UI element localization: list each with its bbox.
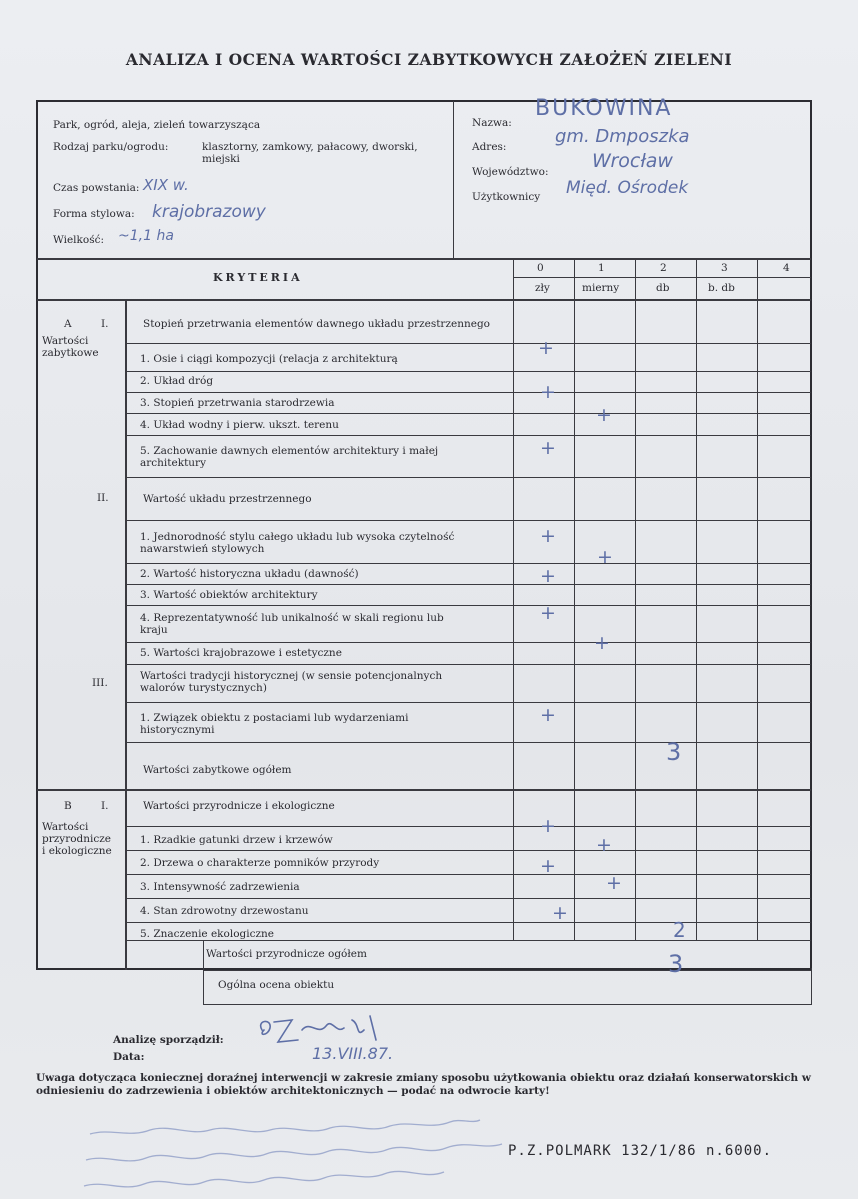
overall-label: Ogólna ocena obiektu bbox=[218, 979, 335, 991]
header-divider bbox=[453, 101, 454, 259]
row-rule bbox=[126, 742, 811, 743]
section-b-numeral-1: I. bbox=[101, 800, 109, 812]
signature-image bbox=[252, 1010, 392, 1048]
score-col-3-left bbox=[696, 259, 697, 940]
name-value: BUKOWINA bbox=[535, 96, 673, 121]
score-header-mid-rule bbox=[513, 277, 811, 278]
score-mark: + bbox=[606, 872, 622, 894]
group-b1-heading: Wartości przyrodnicze i ekologiczne bbox=[143, 800, 335, 812]
users-value: Międ. Ośrodek bbox=[566, 178, 689, 198]
item-a3-1: 1. Związek obiektu z postaciami lub wydarzeniami historycznymi bbox=[140, 712, 409, 736]
row-rule bbox=[126, 922, 811, 923]
item-a2-1: 1. Jednorodność stylu całego układu lub wysoka czytelność nawarstwień stylowych bbox=[140, 531, 455, 555]
row-rule bbox=[126, 940, 811, 941]
score-mark: + bbox=[540, 437, 556, 459]
row-rule bbox=[126, 343, 811, 344]
criteria-heading: KRYTERIA bbox=[213, 271, 303, 284]
row-rule bbox=[126, 413, 811, 414]
score-mark: + bbox=[540, 704, 556, 726]
score-col-0-left bbox=[513, 259, 514, 940]
size-value: ~1,1 ha bbox=[118, 228, 174, 244]
score-0-num: 0 bbox=[537, 262, 544, 274]
date-value: 13.VIII.87. bbox=[312, 1044, 394, 1063]
kind-label: Rodzaj parku/ogrodu: bbox=[53, 141, 169, 153]
criteria-bottom-rule bbox=[37, 299, 811, 301]
item-b1-2: 2. Drzewa o charakterze pomników przyrody bbox=[140, 857, 380, 869]
score-col-4-left bbox=[757, 259, 758, 940]
section-a-numeral-2: II. bbox=[97, 492, 109, 504]
group-a3-heading: Wartości tradycji historycznej (w sensie potencjonalnych walorów turystycznych) bbox=[140, 670, 443, 694]
total-b-label: Wartości przyrodnicze ogółem bbox=[206, 948, 367, 960]
score-mark: + bbox=[540, 565, 556, 587]
period-value: XIX w. bbox=[143, 176, 189, 194]
style-label: Forma stylowa: bbox=[53, 208, 135, 220]
section-a-numeral-3: III. bbox=[92, 677, 108, 689]
section-column-rule bbox=[125, 300, 127, 970]
item-a1-1: 1. Osie i ciągi kompozycji (relacja z architekturą bbox=[140, 353, 398, 365]
address-value: gm. Dmposzka bbox=[555, 126, 690, 147]
row-rule bbox=[126, 392, 811, 393]
score-3-num: 3 bbox=[721, 262, 728, 274]
item-b1-1: 1. Rzadkie gatunki drzew i krzewów bbox=[140, 834, 333, 846]
section-b-top-rule bbox=[37, 789, 811, 791]
score-mark: + bbox=[538, 337, 554, 359]
item-a1-5: 5. Zachowanie dawnych elementów architektury i małej architektury bbox=[140, 445, 439, 469]
voivodeship-label: Województwo: bbox=[472, 166, 549, 178]
item-b1-3: 3. Intensywność zadrzewienia bbox=[140, 881, 300, 893]
handwritten-remarks-image bbox=[80, 1110, 510, 1199]
score-2-num: 2 bbox=[660, 262, 667, 274]
voivodeship-value: Wrocław bbox=[592, 150, 673, 172]
overall-value: 3 bbox=[668, 950, 684, 978]
footer-note: Uwaga dotycząca koniecznej doraźnej interwencji w zakresie zmiany sposobu użytkowania obiektu oraz działań konserwatorskich w odniesieniu do zadrzewienia i obiektów architektonicznych — podać na odwrocie karty! bbox=[36, 1072, 811, 1097]
period-label: Czas powstania: bbox=[53, 182, 140, 194]
form-title: ANALIZA I OCENA WARTOŚCI ZABYTKOWYCH ZAŁOŻEŃ ZIELENI bbox=[125, 50, 733, 69]
score-mark: + bbox=[552, 902, 568, 924]
score-col-2-left bbox=[635, 259, 636, 940]
overall-right-rule bbox=[811, 968, 812, 1005]
score-mark: + bbox=[597, 546, 613, 568]
score-0-word: zły bbox=[535, 282, 550, 294]
total-a-value: 3 bbox=[666, 738, 682, 766]
item-a2-3: 3. Wartość obiektów architektury bbox=[140, 589, 318, 601]
group-a2-heading: Wartość układu przestrzennego bbox=[143, 493, 312, 505]
row-rule bbox=[126, 702, 811, 703]
section-b-name: Wartości przyrodnicze i ekologiczne bbox=[42, 821, 112, 857]
score-mark: + bbox=[540, 602, 556, 624]
score-mark: + bbox=[596, 404, 612, 426]
row-rule bbox=[126, 642, 811, 643]
date-label: Data: bbox=[113, 1051, 145, 1063]
score-1-num: 1 bbox=[598, 262, 605, 274]
row-rule bbox=[126, 563, 811, 564]
section-b-letter: B bbox=[64, 800, 72, 812]
score-mark: + bbox=[540, 855, 556, 877]
print-code: P.Z.POLMARK 132/1/86 n.6000. bbox=[508, 1143, 773, 1159]
overall-top-rule bbox=[203, 970, 811, 971]
score-mark: + bbox=[540, 525, 556, 547]
item-a1-4: 4. Układ wodny i pierw. ukszt. terenu bbox=[140, 419, 339, 431]
row-rule bbox=[126, 371, 811, 372]
row-rule bbox=[126, 874, 811, 875]
item-a1-2: 2. Układ dróg bbox=[140, 375, 214, 387]
group-a1-heading: Stopień przetrwania elementów dawnego układu przestrzennego bbox=[143, 318, 490, 330]
score-4-num: 4 bbox=[783, 262, 790, 274]
row-rule bbox=[126, 664, 811, 665]
overall-left-rule bbox=[203, 940, 204, 1005]
score-1-word: mierny bbox=[582, 282, 620, 294]
row-rule bbox=[126, 898, 811, 899]
size-label: Wielkość: bbox=[53, 234, 105, 246]
row-rule bbox=[126, 605, 811, 606]
item-a2-2: 2. Wartość historyczna układu (dawność) bbox=[140, 568, 359, 580]
score-mark: + bbox=[540, 815, 556, 837]
kind-options: klasztorny, zamkowy, pałacowy, dworski, miejski bbox=[202, 141, 418, 165]
eco-value: 2 bbox=[673, 918, 686, 942]
header-bottom-rule bbox=[37, 258, 811, 260]
overall-bottom-rule bbox=[203, 1004, 812, 1005]
row-rule bbox=[126, 520, 811, 521]
item-a2-4: 4. Reprezentatywność lub unikalność w skali regionu lub kraju bbox=[140, 612, 444, 636]
score-mark: + bbox=[596, 834, 612, 856]
section-a-letter: A bbox=[64, 318, 72, 330]
name-label: Nazwa: bbox=[472, 117, 512, 129]
score-mark: + bbox=[594, 632, 610, 654]
row-rule bbox=[126, 477, 811, 478]
row-rule bbox=[126, 435, 811, 436]
section-a-numeral-1: I. bbox=[101, 318, 109, 330]
score-2-word: db bbox=[656, 282, 670, 294]
row-rule bbox=[126, 826, 811, 827]
item-b1-5: 5. Znaczenie ekologiczne bbox=[140, 928, 275, 940]
score-col-1-left bbox=[574, 259, 575, 940]
score-mark: + bbox=[540, 381, 556, 403]
prepared-label: Analizę sporządził: bbox=[113, 1034, 224, 1046]
park-types-label: Park, ogród, aleja, zieleń towarzysząca bbox=[53, 119, 261, 131]
row-rule bbox=[126, 584, 811, 585]
row-rule bbox=[126, 850, 811, 851]
section-a-name: Wartości zabytkowe bbox=[42, 335, 99, 359]
style-value: krajobrazowy bbox=[152, 202, 266, 222]
total-a-label: Wartości zabytkowe ogółem bbox=[143, 764, 292, 776]
users-label: Użytkownicy bbox=[472, 191, 541, 203]
address-label: Adres: bbox=[472, 141, 507, 153]
item-a1-3: 3. Stopień przetrwania starodrzewia bbox=[140, 397, 335, 409]
item-a2-5: 5. Wartości krajobrazowe i estetyczne bbox=[140, 647, 342, 659]
score-3-word: b. db bbox=[708, 282, 735, 294]
item-b1-4: 4. Stan zdrowotny drzewostanu bbox=[140, 905, 309, 917]
